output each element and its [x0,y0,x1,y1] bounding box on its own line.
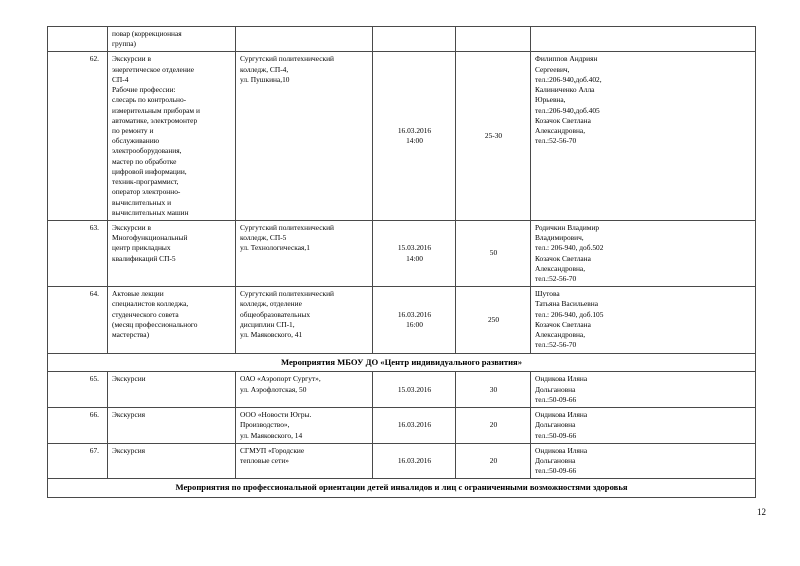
responsible-cell [531,443,756,479]
table-row [48,372,756,408]
text-line: Дольгановна [535,455,576,465]
text-line: 16.03.2016 [397,125,432,135]
place-cell [236,52,373,221]
text-line: тел.: 206-940, доб.105 [535,309,604,319]
text-line: тепловые сети» [240,455,289,465]
text-line: слесарь по контрольно- [112,95,187,105]
text-line: цифровой информации, [112,166,187,176]
participants-count-cell: 50 [456,220,531,286]
text-line: техник-программист, [112,177,179,187]
text-line: центр прикладных [112,243,171,253]
text-line: группа) [112,39,136,49]
table-row [48,287,756,353]
participants-count-cell: 20 [456,443,531,479]
text-line: по ремонту и [112,125,154,135]
text-line: 16.03.2016 [397,455,432,465]
text-line: ул. Технологическая,1 [240,243,310,253]
row-number-cell: 65. [48,372,108,408]
text-line: Александровна, [535,330,586,340]
responsible-cell [531,220,756,286]
text-line: мастерства) [112,330,150,340]
date-cell [373,287,456,353]
text-line: СГМУП «Городские [240,445,305,455]
row-number-cell: 66. [48,408,108,444]
text-line: автоматике, электромонтер [112,115,198,125]
text-line: Александровна, [535,125,586,135]
text-line: тел.: 206-940, доб.502 [535,243,604,253]
responsible-cell [531,408,756,444]
table-section-row [48,479,756,498]
events-table [47,26,756,498]
text-line: ОАО «Аэропорт Сургут», [240,374,321,384]
date-cell [373,52,456,221]
participants-count-cell [456,27,531,52]
row-number-cell: 63. [48,220,108,286]
event-cell [108,443,236,479]
place-cell [236,27,373,52]
text-line: Козачок Светлана [535,253,591,263]
text-line: 16.03.2016 [397,309,432,319]
text-line: специалистов колледжа, [112,299,189,309]
text-line: Сургутский политехнический [240,54,334,64]
text-line: Производство», [240,420,290,430]
text-line: Козачок Светлана [535,115,591,125]
row-number-cell: 67. [48,443,108,479]
section-heading: Мероприятия по профессиональной ориентации детей инвалидов и лиц с ограниченными возможностями здоровья [48,479,756,498]
text-line: Татьяна Васильевна [535,299,599,309]
text-line: повар (коррекционная [112,29,182,38]
text-line: измерительным приборам и [112,105,200,115]
responsible-cell [531,52,756,221]
text-line: обслуживанию [112,136,160,146]
text-line: студенческого совета [112,309,179,319]
text-line: СП-4 [112,74,129,84]
date-cell [373,443,456,479]
page-number: 12 [757,507,766,517]
responsible-cell [531,287,756,353]
text-line: Филиппов Андриян [535,54,598,64]
text-line: ООО «Новости Югры. [240,410,312,420]
participants-count-cell: 250 [456,287,531,353]
place-cell [236,287,373,353]
text-line: колледж, отделение [240,299,302,309]
text-line: общеобразовательных [240,309,311,319]
date-cell [373,408,456,444]
event-cell [108,52,236,221]
text-line: Многофункциональный [112,233,188,243]
participants-count-cell: 20 [456,408,531,444]
text-line: тел.:52-56-70 [535,136,577,146]
event-cell [108,220,236,286]
text-line: Ондикова Иляна [535,445,588,455]
text-line: тел.:52-56-70 [535,340,577,350]
text-line: Экскурсии в [112,54,151,64]
section-heading: Мероприятия МБОУ ДО «Центр индивидуального развития» [48,353,756,372]
text-line: Рабочие профессии: [112,85,176,95]
text-line: Козачок Светлана [535,319,591,329]
text-line: 14:00 [406,136,423,146]
text-line: Экскурсии [112,374,146,384]
text-line: тел.:50-09-66 [535,394,577,404]
participants-count-cell: 30 [456,372,531,408]
text-line: тел.:50-09-66 [535,430,577,440]
text-line: Дольгановна [535,420,576,430]
event-cell [108,287,236,353]
text-line: Ондикова Иляна [535,374,588,384]
participants-count-cell: 25-30 [456,52,531,221]
text-line: колледж, СП-4, [240,64,289,74]
place-cell [236,443,373,479]
text-line: тел.:52-56-70 [535,274,577,284]
row-number-cell: 64. [48,287,108,353]
text-line: Сергеевич, [535,64,570,74]
text-line: 16:00 [406,319,423,329]
text-line: оператор электронно- [112,187,181,197]
text-line: ул. Аэрофлотская, 50 [240,384,307,394]
text-line: Владимирович, [535,233,584,243]
text-line: вычислительных и [112,197,172,207]
text-line: (месяц профессионального [112,319,198,329]
text-line: вычислительных машин [112,207,189,217]
text-line: Юрьевна, [535,95,566,105]
text-line: Актовые лекции [112,289,164,299]
text-line: Шутова [535,289,560,299]
text-line: Сургутский политехнический [240,289,334,299]
responsible-cell [531,27,756,52]
text-line: мастер по обработке [112,156,177,166]
text-line: тел.:50-09-66 [535,466,577,476]
text-line: энергетическое отделение [112,64,195,74]
text-line: Экскурсии в [112,222,151,232]
text-line: квалификаций СП-5 [112,253,176,263]
events-table-body [48,27,756,498]
text-line: ул. Маяковского, 14 [240,430,303,440]
text-line: колледж, СП-5 [240,233,287,243]
event-cell [108,27,236,52]
place-cell [236,372,373,408]
text-line: Калиниченко Алла [535,85,595,95]
table-row [48,52,756,221]
text-line: дисциплин СП-1, [240,319,295,329]
place-cell [236,220,373,286]
text-line: 14:00 [406,253,423,263]
text-line: Александровна, [535,263,586,273]
row-number-cell: 62. [48,52,108,221]
text-line: Дольгановна [535,384,576,394]
text-line: Родичкин Владимир [535,222,600,232]
date-cell [373,27,456,52]
text-line: 15.03.2016 [397,243,432,253]
table-row [48,408,756,444]
text-line: Экскурсия [112,445,146,455]
text-line: тел.:206-940,доб.405 [535,105,600,115]
table-section-row [48,353,756,372]
text-line: Сургутский политехнический [240,222,334,232]
event-cell [108,372,236,408]
table-row [48,443,756,479]
table-row [48,27,756,52]
table-row [48,220,756,286]
text-line: тел.:206-940,доб.402, [535,74,602,84]
row-number-cell [48,27,108,52]
date-cell [373,372,456,408]
text-line: ул. Маяковского, 41 [240,330,303,340]
place-cell [236,408,373,444]
text-line: 15.03.2016 [397,384,432,394]
responsible-cell [531,372,756,408]
text-line: Экскурсия [112,410,146,420]
text-line: электрооборудования, [112,146,182,156]
text-line: Ондикова Иляна [535,410,588,420]
text-line: 16.03.2016 [397,420,432,430]
event-cell [108,408,236,444]
date-cell [373,220,456,286]
text-line: ул. Пушкина,10 [240,74,290,84]
